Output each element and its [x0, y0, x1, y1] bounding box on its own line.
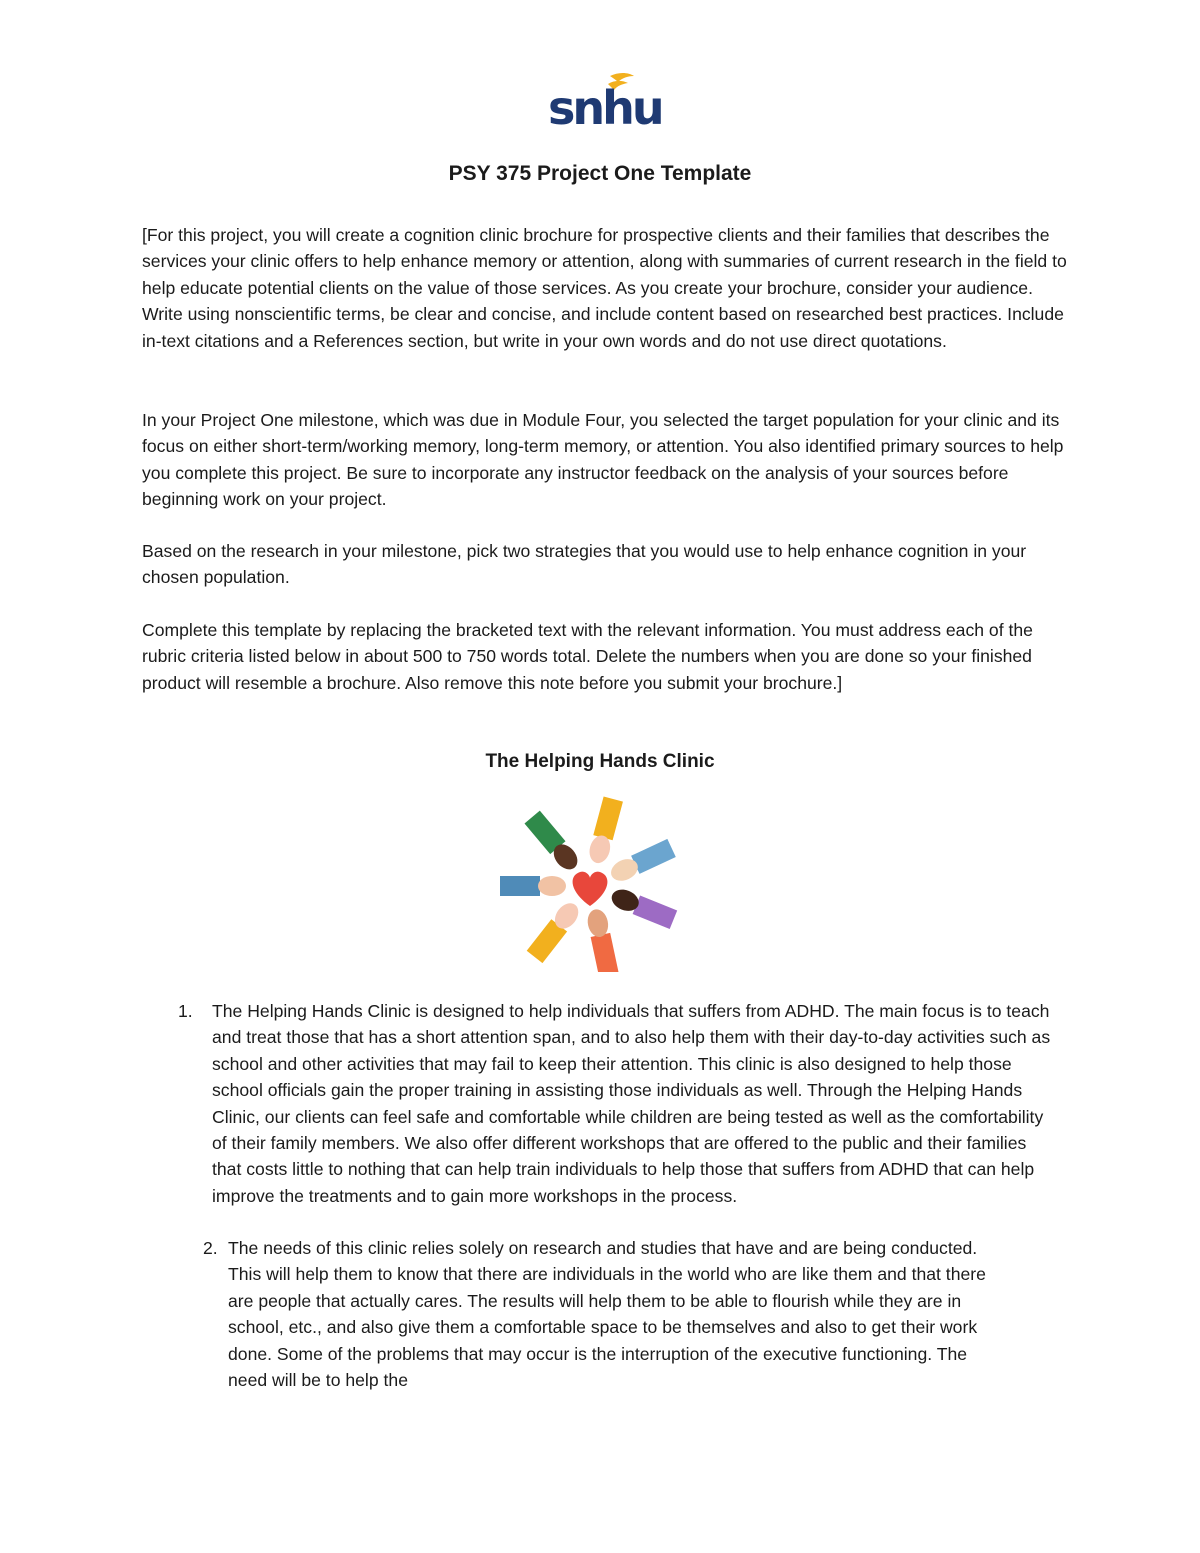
instructions-paragraph-1: [For this project, you will create a cognition clinic brochure for prospective clients and their families that describes the services your clinic offers to help enhance memory or attention, along with summaries of current research in the field to help educate potential clients on the value of those services. As you create your brochure, consider your audience. Write using nonscientific terms, be clear and concise, and include content based on researched best practices. Include in-text citations and a References section, but write in your own words and do not use direct quotations.: [142, 225, 1067, 351]
instructions-paragraph-2: In your Project One milestone, which was due in Module Four, you selected the target population for your clinic and its focus on either short-term/working memory, long-term memory, or attention. You also identified primary sources to help you complete this project. Be sure to incorporate any instructor feedback on the analysis of your sources before beginning work on your project.: [142, 410, 1064, 510]
list-item-2-text: The needs of this clinic relies solely on research and studies that have and are being conducted. This will help them to know that there are individuals in the world who are like them and that there are people that actually cares. The results will help them to be able to flourish while they are in school, etc., and also give them a comfortable space to be themselves and also to get their work done. Some of the problems that may occur is the interruption of the executive functioning. The need will be to help the: [228, 1238, 986, 1391]
logo-wordmark: snhu: [548, 81, 662, 135]
page-title: PSY 375 Project One Template: [448, 162, 752, 185]
list-item-1-text: The Helping Hands Clinic is designed to help individuals that suffers from ADHD. The main focus is to teach and treat those that has a short attention span, and to also help them with their day-to-day activities such as school and other activities that may fail to keep their attention. This clinic is also designed to help those school officials gain the proper training in assisting those individuals as well. Through the Helping Hands Clinic, our clients can feel safe and comfortable while children are being tested as well as the comfortability of their family members. We also offer different workshops that are offered to the public and their families that costs little to nothing that can help train individuals to help those that suffers from ADHD that can help improve the treatments and to gain more workshops in the process.: [212, 1001, 1051, 1206]
hands-around-heart-icon: [480, 796, 700, 972]
snhu-logo: [548, 70, 662, 136]
list-number-1: 1.: [178, 1001, 193, 1021]
instructions-paragraph-4: Complete this template by replacing the bracketed text with the relevant information. You must address each of the rubric criteria listed below in about 500 to 750 words total. Delete the numbers when you are done so your finished product will resemble a brochure. Also remove this note before you submit your brochure.]: [142, 620, 1033, 693]
instructions-paragraph-3: Based on the research in your milestone, pick two strategies that you would use to help enhance cognition in your chosen population.: [142, 541, 1027, 588]
clinic-name-heading: The Helping Hands Clinic: [485, 751, 715, 772]
list-number-2: 2.: [203, 1238, 218, 1258]
